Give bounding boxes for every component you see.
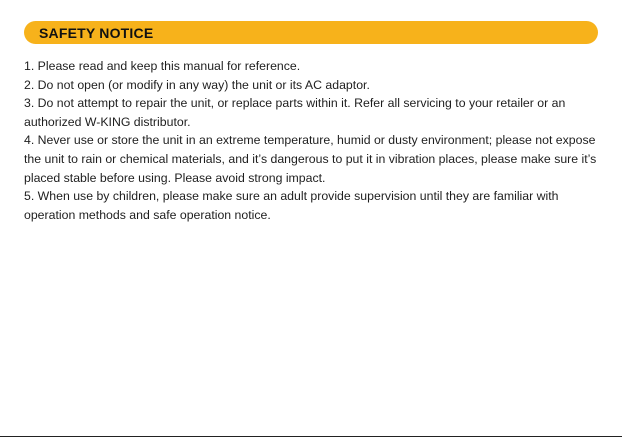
- notice-item-5: 5. When use by children, please make sure an adult provide supervision until they are familiar with operation methods and safe operation notice.: [24, 189, 559, 222]
- safety-notice-body: [24, 57, 598, 224]
- notice-item-4: 4. Never use or store the unit in an extreme temperature, humid or dusty environment; please not expose the unit to rain or chemical materials, and it’s dangerous to put it in vibration places, please make sure it’s placed stable before using. Please avoid strong impact.: [24, 133, 597, 185]
- notice-item-2: 2. Do not open (or modify in any way) the unit or its AC adaptor.: [24, 77, 370, 92]
- page-bottom-divider: [0, 436, 622, 437]
- notice-item-1: 1. Please read and keep this manual for reference.: [24, 59, 301, 73]
- safety-notice-title: SAFETY NOTICE: [39, 24, 154, 41]
- safety-notice-banner: [24, 21, 598, 44]
- notice-item-3: 3. Do not attempt to repair the unit, or replace parts within it. Refer all servicing to your retailer or an authorized W-KING distributor.: [24, 96, 566, 129]
